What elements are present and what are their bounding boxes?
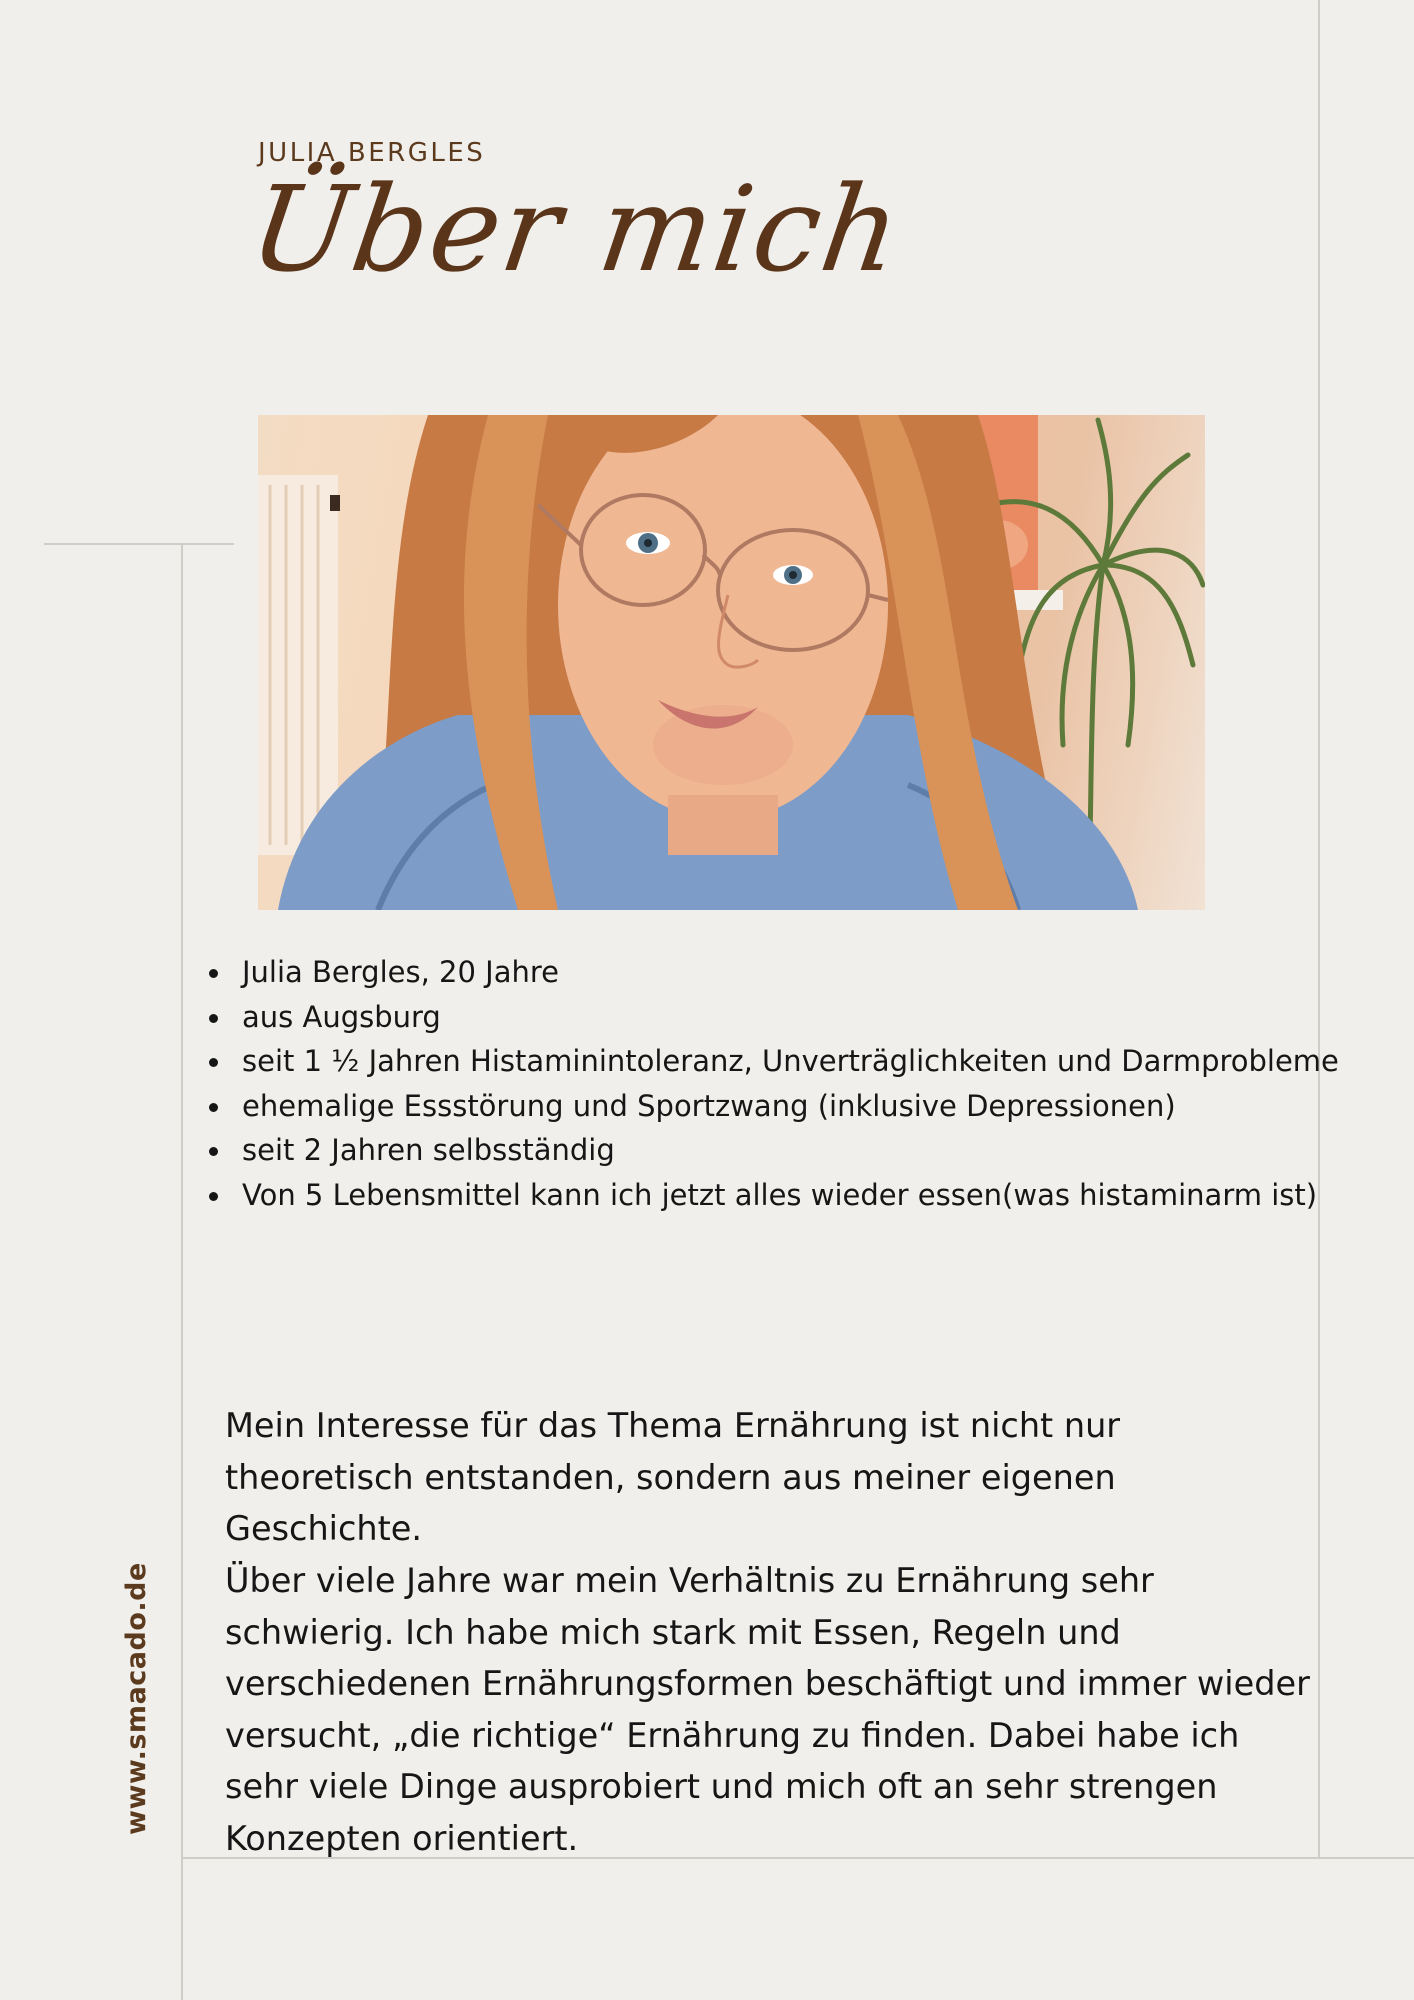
facts-list (206, 950, 1356, 1217)
intro-paragraph: Mein Interesse für das Thema Ernährung ist nicht nur theoretisch entstanden, sondern aus meiner eigenen Geschichte. (225, 1406, 1121, 1548)
list-item: ehemalige Essstörung und Sportzwang (inklusive Depressionen) (206, 1084, 1356, 1129)
author-name-eyebrow: JULIA BERGLES (258, 138, 486, 168)
story-paragraph: Über viele Jahre war mein Verhältnis zu Ernährung sehr schwierig. Ich habe mich stark mit Essen, Regeln und verschiedenen Ernährungsformen beschäftigt und immer wieder versucht, „die richtige“ Ernährung zu finden. Dabei habe ich sehr viele Dinge ausprobiert und mich oft an sehr strengen Konzepten orientiert. (225, 1561, 1310, 1858)
top-short-rule (44, 543, 234, 545)
list-item: aus Augsburg (206, 995, 1356, 1040)
portrait-photo (258, 415, 1205, 910)
list-item: Julia Bergles, 20 Jahre (206, 950, 1356, 995)
list-item: seit 2 Jahren selbsständig (206, 1128, 1356, 1173)
website-url: www.smacado.de (121, 1562, 152, 1835)
list-item: seit 1 ½ Jahren Histaminintoleranz, Unverträglichkeiten und Darmprobleme (206, 1039, 1356, 1084)
right-rule (1318, 0, 1320, 1858)
left-rule (181, 544, 183, 2000)
list-item: Von 5 Lebensmittel kann ich jetzt alles wieder essen(was histaminarm ist) (206, 1173, 1356, 1218)
page-title: Über mich (242, 160, 911, 298)
